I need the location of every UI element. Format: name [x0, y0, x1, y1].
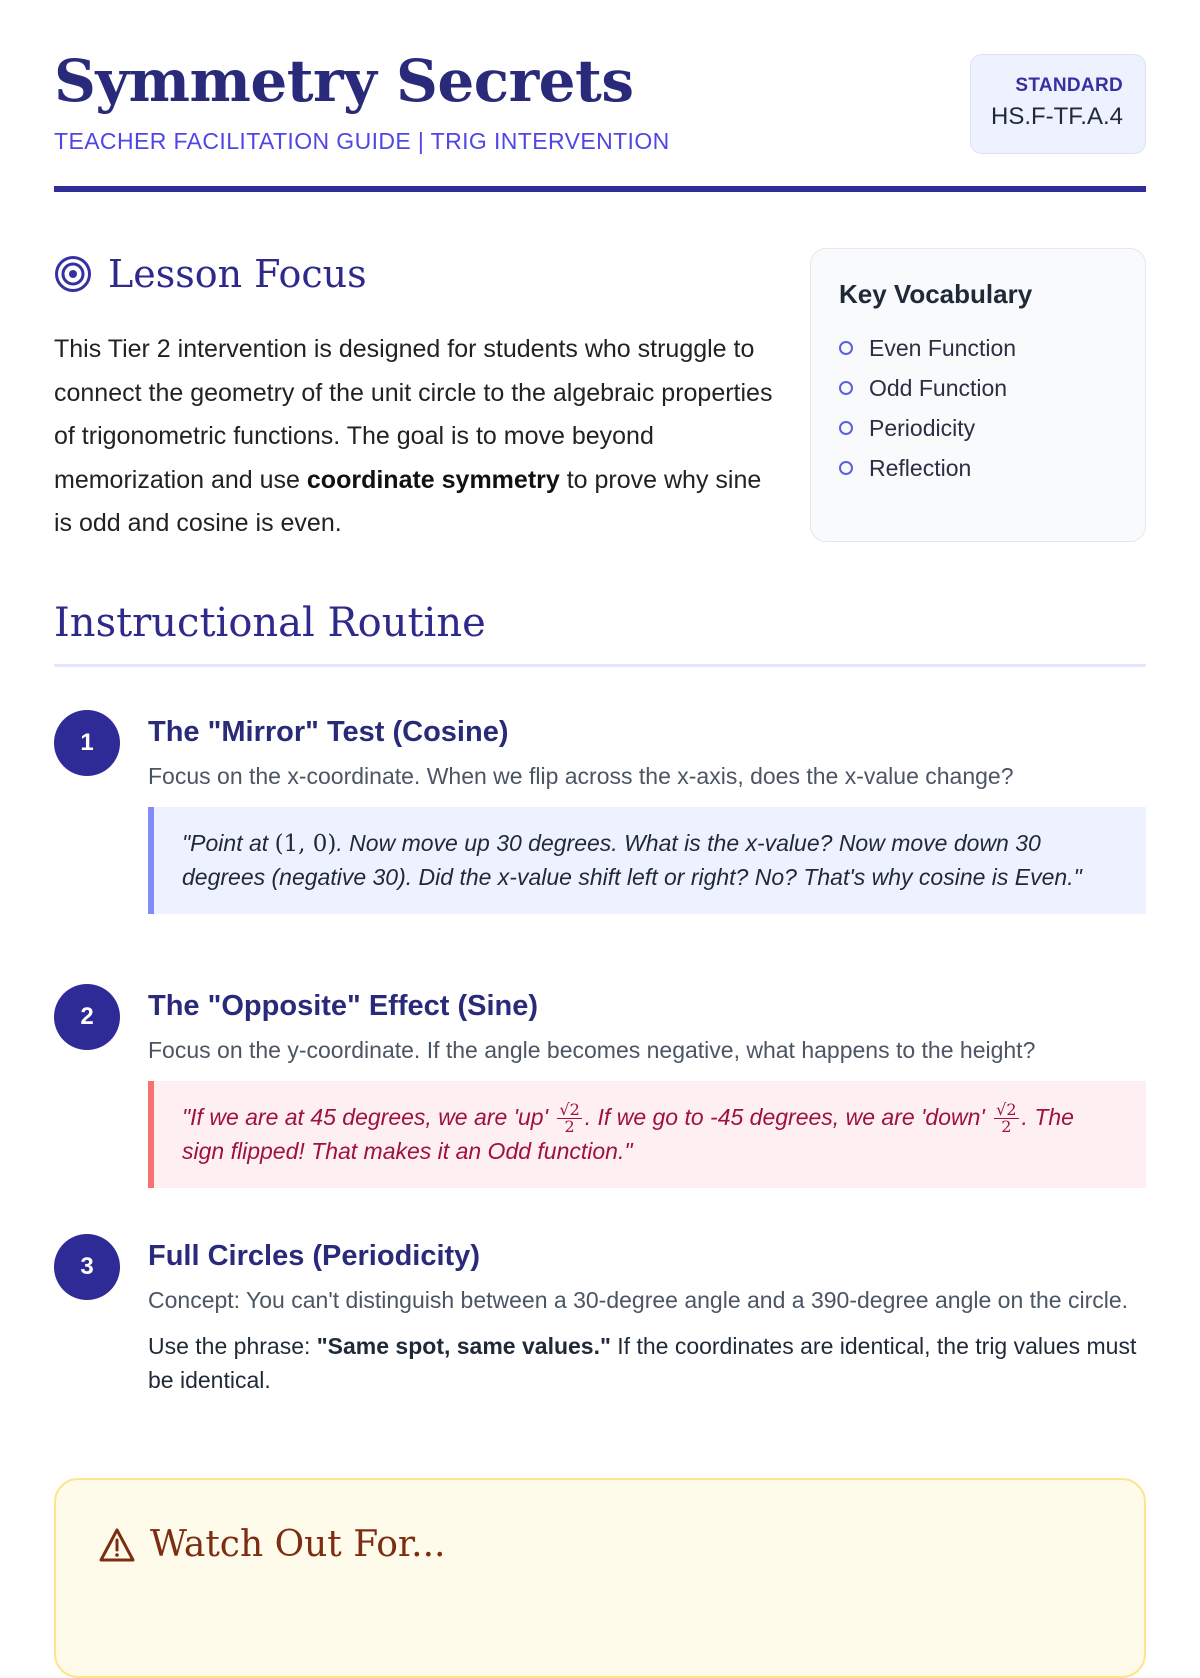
standard-badge	[970, 54, 1146, 154]
focus-text-emphasis: coordinate symmetry	[306, 465, 560, 494]
quote-text: "If we are at 45 degrees, we are 'up'	[182, 1104, 555, 1130]
fraction-denominator: 2	[564, 1117, 575, 1137]
circle-bullet-icon	[839, 421, 853, 435]
vocabulary-item	[839, 328, 1117, 368]
teacher-script-quote	[148, 807, 1146, 914]
circle-bullet-icon	[839, 461, 853, 475]
vocabulary-item	[839, 448, 1117, 488]
lesson-focus-text	[54, 328, 774, 546]
vocabulary-title: Key Vocabulary	[839, 279, 1033, 309]
fraction	[994, 1102, 1018, 1135]
step-description: Focus on the y-coordinate. If the angle becomes negative, what happens to the height?	[148, 1037, 1036, 1063]
step-title: The "Opposite" Effect (Sine)	[148, 990, 539, 1022]
teacher-script-quote	[148, 1081, 1146, 1188]
fraction-numerator: √2	[559, 1100, 580, 1120]
header-divider	[54, 186, 1146, 192]
step-title: The "Mirror" Test (Cosine)	[148, 716, 509, 748]
page-header	[54, 47, 1146, 155]
routine-title: Instructional Routine	[54, 600, 486, 646]
quote-text: . The sign flipped! That makes it an Odd function."	[182, 1104, 1074, 1165]
step-description: Concept: You can't distinguish between a 30-degree angle and a 390-degree angle on the circle.	[148, 1287, 1129, 1313]
standard-code: HS.F-TF.A.4	[990, 103, 1123, 130]
step-instruction	[148, 1329, 1146, 1397]
quote-text: . If we go to -45 degrees, we are 'down'	[584, 1104, 992, 1130]
lesson-focus-heading	[54, 252, 367, 296]
vocabulary-item	[839, 408, 1117, 448]
key-vocabulary-card	[810, 248, 1146, 542]
math-expression: (1, 0)	[274, 831, 337, 857]
lesson-focus-title: Lesson Focus	[108, 252, 367, 296]
warning-icon	[98, 1527, 136, 1563]
step-number-badge: 1	[54, 710, 120, 776]
circle-bullet-icon	[839, 341, 853, 355]
target-icon	[54, 255, 92, 293]
instruction-text: If the coordinates are identical, the trig values must be identical.	[148, 1333, 1137, 1393]
focus-text-part: This Tier 2 intervention is designed for students who struggle to connect the geometry of the unit circle to the algebraic properties of trigonometric functions. The goal is to move beyond memorization and use	[54, 335, 773, 494]
page-title: Symmetry Secrets	[54, 47, 634, 115]
vocabulary-label: Reflection	[869, 454, 972, 481]
vocabulary-label: Periodicity	[869, 414, 976, 441]
page-subtitle: TEACHER FACILITATION GUIDE | TRIG INTERVENTION	[54, 128, 670, 154]
vocabulary-label: Even Function	[869, 334, 1017, 361]
watch-out-card	[54, 1478, 1146, 1678]
routine-divider	[54, 664, 1146, 667]
focus-text-part: to prove why sine is odd and cosine is even.	[54, 465, 762, 537]
fraction-denominator: 2	[1001, 1117, 1012, 1137]
step-number-badge: 2	[54, 984, 120, 1050]
watch-out-title: Watch Out For...	[150, 1524, 446, 1565]
standard-label: STANDARD	[1015, 75, 1123, 96]
vocabulary-item	[839, 368, 1117, 408]
quote-text: . Now move up 30 degrees. What is the x-value? Now move down 30 degrees (negative 30). Did the x-value shift left or right? No? That's why cosine is Even."	[182, 830, 1082, 890]
instruction-phrase: "Same spot, same values."	[316, 1333, 611, 1359]
watch-out-heading	[98, 1524, 445, 1565]
step-number-badge: 3	[54, 1234, 120, 1300]
circle-bullet-icon	[839, 381, 853, 395]
fraction-numerator: √2	[996, 1100, 1017, 1120]
fraction	[557, 1102, 581, 1135]
instruction-text: Use the phrase:	[148, 1333, 317, 1359]
step-description: Focus on the x-coordinate. When we flip across the x-axis, does the x-value change?	[148, 763, 1014, 789]
vocabulary-label: Odd Function	[869, 374, 1008, 401]
step-title: Full Circles (Periodicity)	[148, 1240, 480, 1272]
quote-text: "Point at	[182, 830, 275, 856]
